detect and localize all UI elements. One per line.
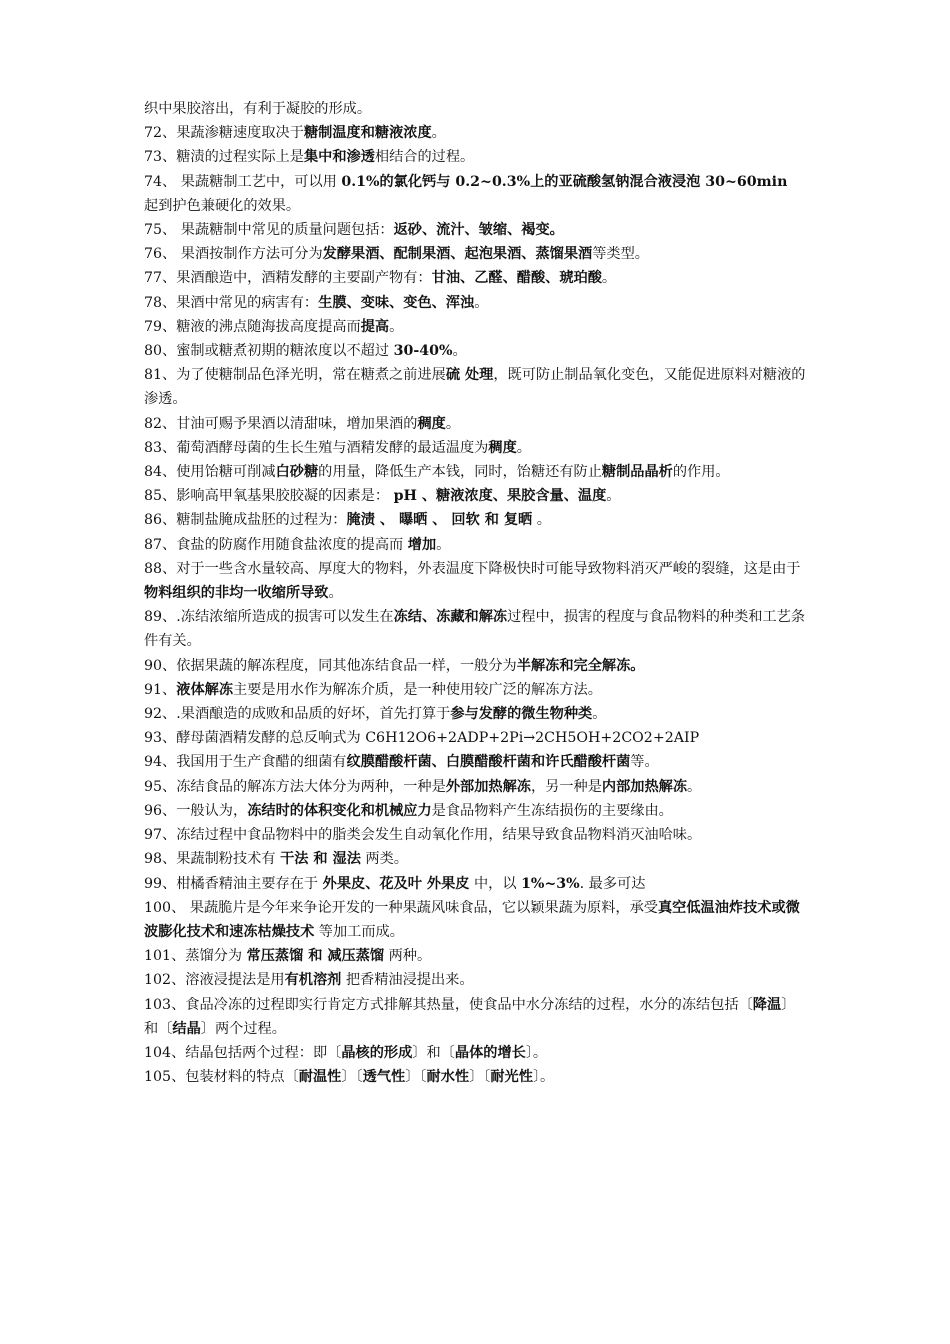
bold-text: 液体解冻 bbox=[176, 681, 234, 698]
text-run: 76、 果酒按制作方法可分为 bbox=[144, 246, 323, 263]
text-run: 89、.冻结浓缩所造成的损害可以发生在 bbox=[144, 609, 394, 626]
text-run: 93、酵母菌酒精发酵的总反响式为 C6H12O6+2ADP+2Pi→2CH5OH+2CO2+2AIP bbox=[144, 730, 700, 747]
paragraph bbox=[144, 1065, 806, 1089]
bold-text: 硫 处理 bbox=[445, 367, 494, 384]
text-run: 〕和〔 bbox=[144, 996, 796, 1037]
paragraph bbox=[144, 750, 806, 774]
text-run: 。 bbox=[328, 585, 343, 602]
bold-text: 参与发酵的微生物种类 bbox=[450, 706, 593, 723]
bold-text: 稠度 bbox=[488, 439, 517, 456]
text-run: 主要是用水作为解冻介质，是一种使用较广泛的解冻方法。 bbox=[233, 681, 602, 698]
paragraph bbox=[144, 291, 806, 315]
text-run: 74、 果蔬糖制工艺中，可以用 bbox=[144, 173, 342, 190]
bold-text: 耐水性 bbox=[426, 1069, 470, 1086]
bold-text: 有机溶剂 bbox=[284, 972, 342, 989]
text-run: 的作用。 bbox=[672, 464, 730, 481]
paragraph bbox=[144, 944, 806, 968]
text-run: 把香精油浸提出来。 bbox=[341, 972, 474, 989]
paragraph bbox=[144, 605, 806, 653]
text-run: 94、我国用于生产食醋的细菌有 bbox=[144, 754, 347, 771]
text-run: ，另一种是 bbox=[530, 778, 602, 795]
paragraph bbox=[144, 896, 806, 944]
bold-text: 集中和渗透 bbox=[303, 149, 375, 166]
paragraph bbox=[144, 363, 806, 411]
text-run: 78、果酒中常见的病害有： bbox=[144, 294, 319, 311]
text-run: 两类。 bbox=[360, 851, 408, 868]
text-run: 中，以 bbox=[469, 875, 522, 892]
text-run: 92、.果酒酿造的成败和品质的好坏，首先打算于 bbox=[144, 706, 451, 723]
text-run: 86、糖制盐腌成盐胚的过程为： bbox=[144, 512, 347, 529]
text-run: 72、果蔬渗糖速度取决于 bbox=[144, 125, 304, 142]
bold-text: 30-40% bbox=[393, 343, 453, 360]
text-run: 75、 果蔬糖制中常见的质量问题包括： bbox=[144, 222, 394, 239]
text-run: 。 bbox=[389, 318, 404, 335]
text-run: 。 bbox=[606, 488, 621, 505]
bold-text: 糖制品晶析 bbox=[601, 464, 673, 481]
paragraph bbox=[144, 121, 806, 145]
text-run: 。 bbox=[532, 512, 551, 529]
bold-text: 1%~3% bbox=[521, 875, 580, 892]
text-run: 等类型。 bbox=[592, 246, 649, 263]
text-run: 103、食品冷冻的过程即实行肯定方式排解其热量，使食品中水分冻结的过程，水分的冻结包括〔 bbox=[144, 996, 753, 1013]
bold-text: 常压蒸馏 和 减压蒸馏 bbox=[246, 948, 385, 965]
text-run: 的用量，降低生产本钱，同时，饴糖还有防止 bbox=[318, 464, 602, 481]
text-run: 〕和〔 bbox=[412, 1044, 455, 1061]
text-run: 83、葡萄酒酵母菌的生长生殖与酒精发酵的最适温度为 bbox=[144, 439, 489, 456]
text-run: 〕〔 bbox=[341, 1069, 363, 1086]
bold-text: 半解冻和完全解冻。 bbox=[516, 657, 645, 674]
bold-text: 生膜、变味、变色、浑浊 bbox=[318, 294, 475, 311]
text-run: 。 bbox=[431, 125, 446, 142]
text-run: 。 bbox=[687, 778, 702, 795]
bold-text: 透气性 bbox=[362, 1069, 406, 1086]
text-run: 99、柑橘香精油主要存在于 bbox=[144, 875, 323, 892]
paragraph bbox=[144, 484, 806, 508]
paragraph bbox=[144, 823, 806, 847]
bold-text: 纹膜醋酸杆菌、白膜醋酸杆菌和许氏醋酸杆菌 bbox=[346, 754, 631, 771]
text-run: 81、为了使糖制品色泽光明，常在糖煮之前进展 bbox=[144, 367, 446, 384]
bold-text: 外部加热解冻 bbox=[445, 778, 531, 795]
bold-text: 物料组织的非均一收缩所导致 bbox=[144, 585, 329, 602]
text-run: . 最多可达 bbox=[579, 875, 646, 892]
bold-text: 甘油、乙醛、醋酸、琥珀酸 bbox=[431, 270, 602, 287]
bold-text: 内部加热解冻 bbox=[601, 778, 688, 795]
text-run: ，既可防止制品氧化变色，又能促进原料对糖液的渗透。 bbox=[144, 367, 806, 408]
paragraph bbox=[144, 218, 806, 242]
text-run: 过程中，损害的程度与食品物料的种类和工艺条件有关。 bbox=[144, 609, 806, 650]
text-run: 。 bbox=[436, 536, 451, 553]
bold-text: 耐光性 bbox=[490, 1069, 533, 1086]
text-run: 85、影响高甲氧基果胶胶凝的因素是： bbox=[144, 488, 394, 505]
paragraph bbox=[144, 533, 806, 557]
paragraph bbox=[144, 654, 806, 678]
bold-text: 晶体的增长 bbox=[454, 1044, 526, 1061]
bold-text: 干法 和 湿法 bbox=[280, 851, 361, 868]
text-run: 102、溶液浸提法是用 bbox=[144, 972, 285, 989]
bold-text: 白砂糖 bbox=[275, 464, 319, 481]
text-run: 101、蒸馏分为 bbox=[144, 948, 247, 965]
paragraph bbox=[144, 436, 806, 460]
bold-text: 稠度 bbox=[417, 415, 446, 432]
text-run: 等。 bbox=[630, 754, 659, 771]
text-run: 96、一般认为， bbox=[144, 802, 248, 819]
text-run: 90、依据果蔬的解冻程度，同其他冻结食品一样，一般分为 bbox=[144, 657, 517, 674]
paragraph bbox=[144, 339, 806, 363]
text-run: 。 bbox=[452, 343, 467, 360]
text-run: 〕。 bbox=[532, 1069, 555, 1086]
text-run: 87、食盐的防腐作用随食盐浓度的提高而 bbox=[144, 536, 408, 553]
paragraph bbox=[144, 315, 806, 339]
document-body bbox=[144, 97, 806, 1089]
paragraph bbox=[144, 508, 806, 532]
paragraph bbox=[144, 799, 806, 823]
bold-text: 0.1%的氯化钙与 0.2~0.3%上的亚硫酸氢钠混合液浸泡 30~60min bbox=[341, 173, 788, 190]
text-run: 〕。 bbox=[525, 1044, 548, 1061]
paragraph bbox=[144, 557, 806, 605]
paragraph bbox=[144, 170, 806, 218]
text-run: 104、结晶包括两个过程：即〔 bbox=[144, 1044, 342, 1061]
text-run: 77、果酒酿造中，酒精发酵的主要副产物有： bbox=[144, 270, 432, 287]
paragraph bbox=[144, 872, 806, 896]
bold-text: 晶核的形成 bbox=[341, 1044, 413, 1061]
text-run: 。 bbox=[592, 706, 607, 723]
text-run: 82、甘油可赐予果酒以清甜味，增加果酒的 bbox=[144, 415, 418, 432]
text-run: 73、糖渍的过程实际上是 bbox=[144, 149, 304, 166]
text-run: 。 bbox=[601, 270, 617, 287]
paragraph bbox=[144, 145, 806, 169]
text-run: 80、蜜制或糖煮初期的糖浓度以不超过 bbox=[144, 343, 394, 360]
paragraph bbox=[144, 412, 806, 436]
paragraph bbox=[144, 1041, 806, 1065]
bold-text: 真空低温油炸技术或微波膨化技术和速冻枯燥技术 bbox=[144, 899, 800, 940]
text-run: 等加工而成。 bbox=[314, 923, 404, 940]
text-run: 起到护色兼硬化的效果。 bbox=[144, 197, 301, 214]
text-run: 。 bbox=[445, 415, 461, 432]
paragraph bbox=[144, 847, 806, 871]
bold-text: 增加 bbox=[407, 536, 437, 553]
bold-text: 发酵果酒、配制果酒、起泡果酒、蒸馏果酒 bbox=[322, 246, 593, 263]
bold-text: 冻结、冻藏和解冻 bbox=[393, 609, 508, 626]
paragraph bbox=[144, 775, 806, 799]
text-run: 两种。 bbox=[384, 948, 432, 965]
paragraph bbox=[144, 266, 806, 290]
text-run: 相结合的过程。 bbox=[374, 149, 475, 166]
paragraph bbox=[144, 968, 806, 992]
bold-text: 结晶 bbox=[172, 1020, 201, 1037]
bold-text: 返砂、流汁、皱缩、褐变。 bbox=[393, 222, 564, 239]
bold-text: pH 、糖液浓度、果胶含量、温度 bbox=[393, 488, 607, 505]
bold-text: 糖制温度和糖液浓度 bbox=[303, 125, 432, 142]
bold-text: 冻结时的体积变化和机械应力 bbox=[247, 802, 432, 819]
paragraph bbox=[144, 993, 806, 1041]
text-run: 〕两个过程。 bbox=[200, 1020, 286, 1037]
paragraph bbox=[144, 702, 806, 726]
text-run: 98、果蔬制粉技术有 bbox=[144, 851, 281, 868]
paragraph bbox=[144, 460, 806, 484]
text-run: 105、包装材料的特点〔 bbox=[144, 1069, 299, 1086]
text-run: 97、冻结过程中食品物料中的脂类会发生自动氧化作用，结果导致食品物料消灭油哈味。 bbox=[144, 827, 702, 844]
text-run: 。 bbox=[474, 294, 489, 311]
paragraph bbox=[144, 242, 806, 266]
text-run: 91、 bbox=[144, 681, 177, 698]
bold-text: 耐温性 bbox=[298, 1069, 342, 1086]
text-run: 。 bbox=[516, 439, 531, 456]
text-run: 95、冻结食品的解冻方法大体分为两种，一种是 bbox=[144, 778, 446, 795]
bold-text: 外果皮、花及叶 外果皮 bbox=[322, 875, 470, 892]
text-run: 织中果胶溶出，有利于凝胶的形成。 bbox=[144, 101, 372, 117]
text-run: 〕〔 bbox=[469, 1069, 491, 1086]
paragraph bbox=[144, 97, 806, 121]
text-run: 〕〔 bbox=[405, 1069, 427, 1086]
text-run: 是食品物料产生冻结损伤的主要缘由。 bbox=[431, 802, 673, 819]
text-run: 84、使用饴糖可削减 bbox=[144, 464, 276, 481]
paragraph bbox=[144, 726, 806, 750]
bold-text: 腌渍 、 曝晒 、 回软 和 复晒 bbox=[346, 512, 533, 529]
bold-text: 降温 bbox=[752, 996, 782, 1013]
text-run: 88、对于一些含水量较高、厚度大的物料，外表温度下降极快时可能导致物料消灭严峻的裂缝，这是由于 bbox=[144, 560, 801, 577]
paragraph bbox=[144, 678, 806, 702]
text-run: 100、 果蔬脆片是今年来争论开发的一种果蔬风味食品，它以颖果蔬为原料，承受 bbox=[144, 899, 658, 916]
text-run: 79、糖液的沸点随海拔高度提高而 bbox=[144, 318, 361, 335]
bold-text: 提高 bbox=[360, 318, 390, 335]
